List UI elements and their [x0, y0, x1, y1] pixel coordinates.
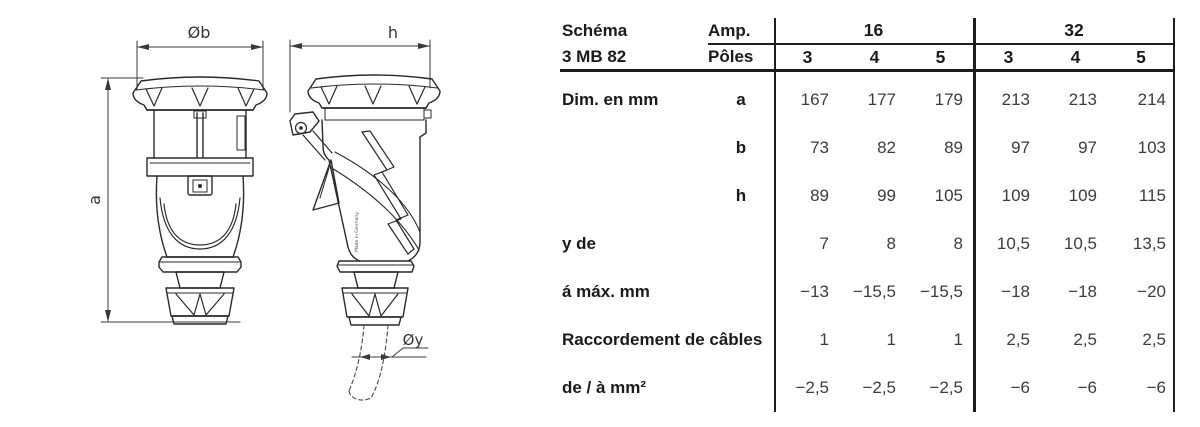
row-sublabel	[708, 316, 774, 364]
value-cell: 179	[934, 90, 963, 109]
schema-label: Schéma	[562, 20, 628, 40]
product-technical-drawing	[0, 0, 545, 427]
connector-body-front	[156, 176, 243, 257]
cable-outline	[349, 325, 388, 400]
poles-label: Pôles	[708, 47, 754, 66]
spec-table	[560, 18, 1175, 412]
value-cell: −6	[1146, 378, 1166, 397]
table-body	[560, 76, 1175, 412]
connector-body-side	[322, 120, 426, 261]
cable-gland-side	[337, 261, 414, 325]
connector-neck-front	[154, 110, 246, 158]
value-cell: −2,5	[929, 378, 963, 397]
value-cell: 7	[819, 234, 829, 253]
value-cell: 1	[819, 330, 829, 349]
value-cell: 82	[877, 138, 896, 157]
value-cell: 177	[867, 90, 896, 109]
dim-label-h: h	[387, 23, 399, 42]
row-sublabel: a	[736, 90, 746, 109]
row-label	[562, 124, 707, 172]
value-cell: 105	[934, 186, 963, 205]
value-cell: 8	[886, 234, 896, 253]
dim-label-a: a	[85, 195, 104, 205]
row-label: Raccordement de câbles	[562, 330, 763, 349]
latch-lever-side	[290, 112, 339, 210]
value-cell: 2,5	[1142, 330, 1166, 349]
value-cell: −15,5	[919, 282, 963, 301]
cable-gland-front	[159, 257, 241, 324]
dimension-b	[137, 23, 263, 90]
table-row-y-de	[560, 220, 1175, 268]
value-cell: 10,5	[996, 234, 1030, 253]
value-cell: 213	[1001, 90, 1030, 109]
arrowhead-icon	[418, 43, 430, 49]
poles-header: 5	[935, 46, 946, 67]
amp-group-16: 16	[863, 20, 884, 40]
value-cell: 89	[810, 186, 829, 205]
value-cell: −2,5	[795, 378, 829, 397]
value-cell: 1	[886, 330, 896, 349]
value-cell: 1	[953, 330, 963, 349]
table-row-a-max	[560, 268, 1175, 316]
value-cell: 109	[1068, 186, 1097, 205]
connector-flange-front	[147, 158, 253, 176]
arrowhead-icon	[105, 310, 111, 322]
table-row-dim-h	[560, 172, 1175, 220]
value-cell: 89	[944, 138, 963, 157]
table-row-raccordement	[560, 316, 1175, 364]
poles-header: 5	[1136, 46, 1146, 67]
row-label: de / à mm²	[562, 378, 647, 397]
table-row-dim-b	[560, 124, 1175, 172]
dimension-a	[85, 78, 240, 322]
value-cell: −15,5	[852, 282, 896, 301]
row-sublabel: b	[735, 138, 747, 157]
schema-value: 3 MB 82	[562, 47, 627, 66]
value-cell: 214	[1137, 90, 1166, 109]
connector-cap-front	[133, 77, 267, 110]
value-cell: 167	[800, 90, 829, 109]
dim-label-y: Øy	[402, 331, 424, 349]
value-cell: −2,5	[862, 378, 896, 397]
value-cell: 115	[1138, 186, 1166, 205]
row-sublabel: h	[735, 186, 747, 205]
row-sublabel	[708, 364, 774, 412]
value-cell: −13	[800, 282, 829, 301]
row-sublabel	[708, 268, 774, 316]
poles-header: 3	[1003, 46, 1014, 67]
value-cell: 99	[877, 186, 896, 205]
arrowhead-icon	[360, 354, 370, 360]
arrowhead-icon	[251, 44, 263, 50]
table-header-row-poles	[560, 45, 1175, 69]
latch-keeper-front	[188, 176, 212, 195]
arrowhead-icon	[105, 78, 111, 90]
value-cell: 97	[1011, 138, 1030, 157]
value-cell: 213	[1068, 90, 1097, 109]
made-in-germany-marking: Made in Germany	[355, 212, 360, 252]
value-cell: −18	[1001, 282, 1030, 301]
amp-group-32: 32	[1064, 20, 1084, 40]
arrowhead-icon	[290, 43, 302, 49]
value-cell: 97	[1078, 138, 1097, 157]
value-cell: 10,5	[1063, 234, 1097, 253]
poles-header: 4	[1070, 46, 1081, 67]
dim-label-b: Øb	[187, 23, 211, 42]
row-label	[562, 172, 707, 220]
table-divider-horizontal-thick	[560, 69, 1175, 72]
row-label: Dim. en mm	[562, 90, 659, 109]
value-cell: 73	[810, 138, 829, 157]
value-cell: 2,5	[1073, 330, 1097, 349]
value-cell: −6	[1077, 378, 1097, 397]
value-cell: 8	[953, 234, 963, 253]
lightning-bolt-logo	[362, 132, 408, 254]
connector-cap-side	[308, 75, 440, 120]
arrowhead-icon	[137, 44, 149, 50]
row-sublabel	[708, 220, 774, 268]
value-cell: 109	[1001, 186, 1030, 205]
value-cell: −6	[1010, 378, 1030, 397]
arrowhead-icon	[381, 354, 391, 360]
value-cell: 2,5	[1006, 330, 1030, 349]
value-cell: 103	[1137, 138, 1166, 157]
row-label: y de	[562, 234, 597, 253]
value-cell: −20	[1137, 282, 1166, 301]
value-cell: 13,5	[1132, 234, 1166, 253]
amp-label: Amp.	[708, 20, 751, 40]
poles-header: 3	[802, 46, 813, 67]
value-cell: −18	[1068, 282, 1097, 301]
row-label: á máx. mm	[562, 282, 650, 301]
table-header-row-amp	[560, 18, 1175, 43]
table-row-de-a-mm2	[560, 364, 1175, 412]
table-row-dim-a	[560, 76, 1175, 124]
front-view-drawing	[85, 23, 267, 324]
side-view-drawing	[290, 23, 440, 400]
poles-header: 4	[869, 46, 880, 67]
